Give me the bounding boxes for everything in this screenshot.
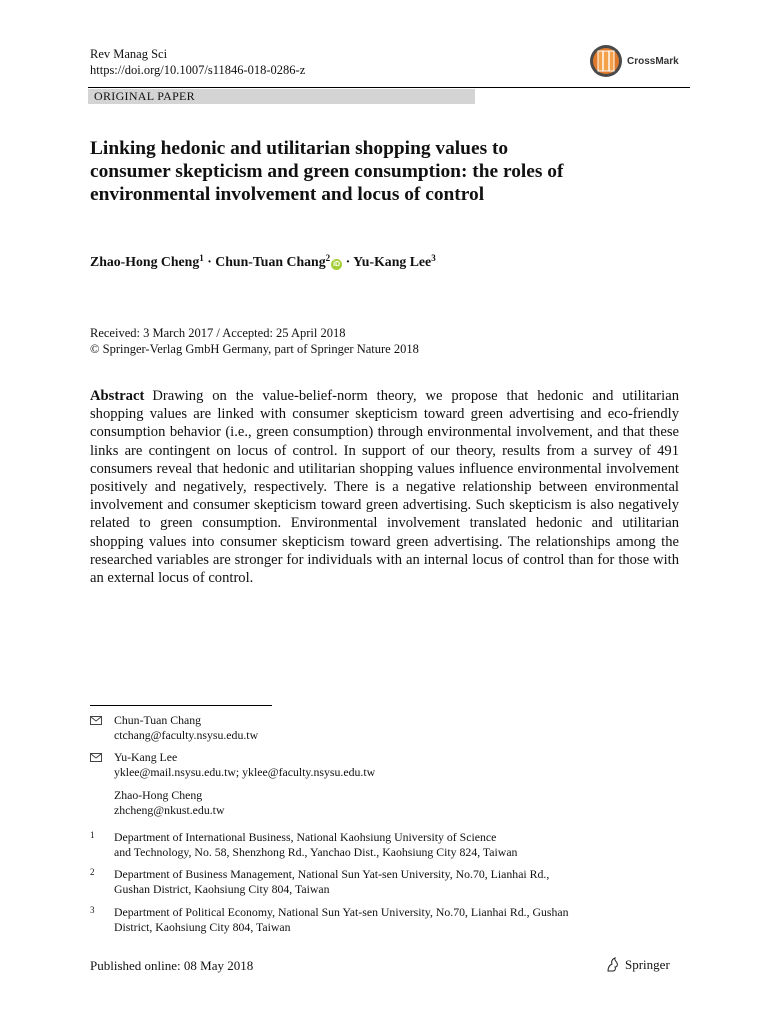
- orcid-icon[interactable]: iD: [333, 261, 341, 268]
- doi-link[interactable]: https://doi.org/10.1007/s11846-018-0286-z: [90, 63, 306, 77]
- received-accepted: Received: 3 March 2017 / Accepted: 25 April 2018: [90, 326, 346, 340]
- contact-block-3: [114, 788, 224, 817]
- envelope-icon: [90, 716, 102, 725]
- author-affiliation-mark: 2: [325, 253, 331, 263]
- publisher-logo: [605, 957, 670, 973]
- affiliation-number: 2: [90, 867, 95, 877]
- crossmark-icon: [589, 44, 623, 78]
- journal-name: Rev Manag Sci: [90, 47, 168, 61]
- author-separator: ·: [207, 254, 212, 269]
- abstract: [90, 387, 679, 587]
- copyright-line: © Springer-Verlag GmbH Germany, part of Springer Nature 2018: [90, 342, 419, 356]
- author-affiliation-mark: 3: [431, 253, 436, 263]
- article-dates: [90, 325, 419, 357]
- contact-name: Chun-Tuan Chang: [114, 713, 202, 727]
- affiliation-number: 3: [90, 905, 95, 915]
- header-rule: [88, 87, 690, 88]
- paper-title: Linking hedonic and utilitarian shopping values to consumer skepticism and green consumption: the roles of environmental involvement and locus of control: [90, 138, 564, 205]
- crossmark-label: CrossMark: [627, 56, 679, 67]
- contact-email[interactable]: zhcheng@nkust.edu.tw: [114, 802, 225, 817]
- author-list: [90, 253, 436, 270]
- author-name[interactable]: Chun-Tuan Chang: [215, 254, 326, 269]
- author-separator: ·: [345, 254, 351, 269]
- springer-horse-icon: [605, 957, 621, 973]
- footnote-rule: [90, 705, 272, 706]
- section-label: ORIGINAL PAPER: [94, 89, 195, 103]
- author-name[interactable]: Yu-Kang Lee: [353, 254, 432, 269]
- affiliation-line: Department of Business Management, National Sun Yat-sen University, No.70, Lianhai Rd.,: [114, 867, 550, 881]
- affiliation-number: 1: [90, 830, 95, 840]
- envelope-icon: [90, 753, 102, 762]
- affiliation-line: Department of International Business, National Kaohsiung University of Science: [114, 830, 497, 844]
- abstract-text: Drawing on the value-belief-norm theory, we propose that hedonic and utilitarian shopping values are linked with consumer skepticism toward green advertising and eco-friendly consumption behavior (i.e., green consumption) through environmental involvement, and that these links are contingent on locus of control. In support of our theory, results from a survey of 491 consumers reveal that hedonic and utilitarian shopping values influence environmental involvement positively and negatively, respectively. There is a negative relationship between environmental involvement and consumer skepticism toward green advertising. Such skepticism is also negatively related to green consumption. Environmental involvement translated hedonic and utilitarian shopping values into consumer skepticism toward green advertising. The relationships among the researched variables are stronger for individuals with an internal locus of control than for those with an external locus of control.: [90, 388, 679, 587]
- publisher-name: Springer: [625, 957, 670, 972]
- contact-email[interactable]: yklee@mail.nsysu.edu.tw; yklee@faculty.nsysu.edu.tw: [114, 764, 376, 779]
- abstract-label: Abstract: [90, 388, 145, 404]
- contact-name: Yu-Kang Lee: [114, 750, 178, 764]
- author-name[interactable]: Zhao-Hong Cheng: [90, 254, 200, 269]
- affiliation-line: Gushan District, Kaohsiung City 804, Taiwan: [114, 881, 330, 896]
- contact-email[interactable]: ctchang@faculty.nsysu.edu.tw: [114, 727, 259, 742]
- crossmark-badge[interactable]: [589, 44, 689, 78]
- journal-header: [90, 46, 305, 78]
- contact-name: Zhao-Hong Cheng: [114, 788, 203, 802]
- affiliation-line: and Technology, No. 58, Shenzhong Rd., Yanchao Dist., Kaohsiung City 824, Taiwan: [114, 844, 518, 859]
- published-online: Published online: 08 May 2018: [90, 958, 254, 973]
- affiliation-line: Department of Political Economy, National Sun Yat-sen University, No.70, Lianhai Rd., Gushan: [114, 905, 569, 919]
- affiliation-line: District, Kaohsiung City 804, Taiwan: [114, 919, 291, 934]
- section-bar: [88, 89, 475, 104]
- author-affiliation-mark: 1: [199, 253, 204, 263]
